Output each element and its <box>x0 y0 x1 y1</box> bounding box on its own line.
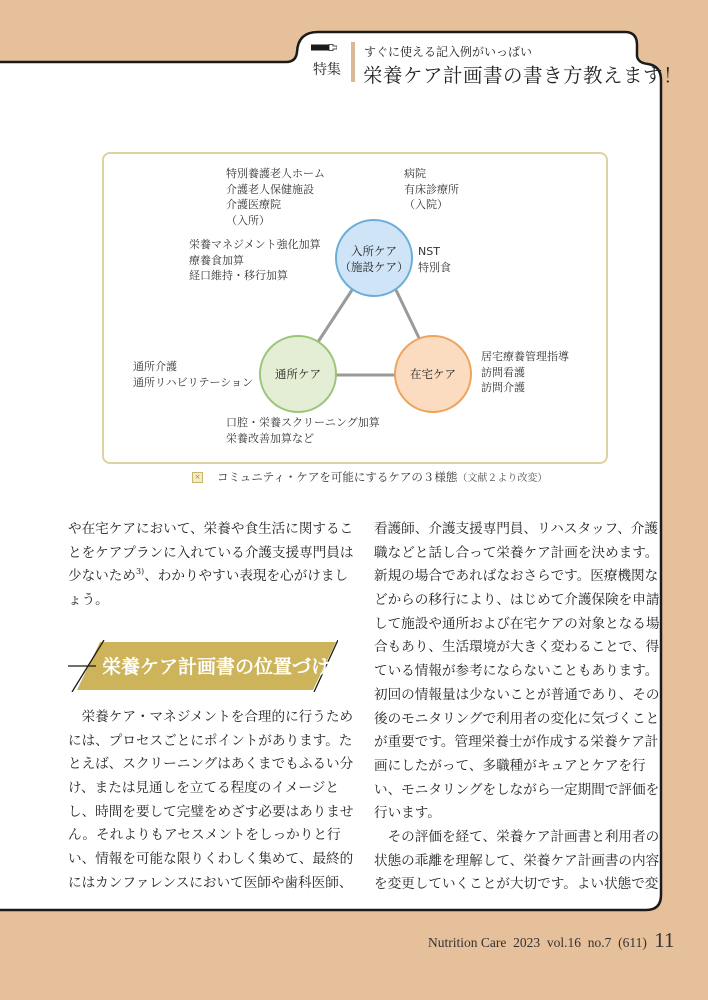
text-line: け、または見通しを立てる程度のイメージと <box>68 780 339 797</box>
body-right <box>374 518 659 897</box>
text-line: にはカンファレンスにおいて医師や歯科医師、 <box>68 874 353 891</box>
text-line: 行います。 <box>374 805 441 822</box>
text-line: その評価を経て、栄養ケア計画書と利用者の <box>374 828 660 845</box>
text-line: ている情報が参考にならないこともあります。 <box>374 663 659 680</box>
text-line: 状態の乖離を理解して、栄養ケア計画書の内容 <box>374 852 660 869</box>
text-line: して施設や通所および在宅ケアの対象となる場 <box>374 615 660 632</box>
label-line: 療養食加算 <box>189 253 244 267</box>
label-line: 介護老人保健施設 <box>226 182 314 196</box>
label-line: 通所介護 <box>133 360 177 373</box>
text-line: 初回の情報量は少ないことが普通であり、その <box>374 686 660 703</box>
day-services-list <box>133 359 253 390</box>
text-fragment: 、わかりやすい表現を心がけまし <box>144 568 349 585</box>
text-line: 職などと話し合って栄養ケア計画を決めます。 <box>374 544 659 561</box>
facilities-list <box>226 166 325 228</box>
label-line: 経口維持・移行加算 <box>189 269 288 282</box>
node-nyusho-line: （施設ケア） <box>339 260 409 274</box>
body-left-bottom <box>68 706 353 896</box>
journal-year: 2023 <box>513 935 541 950</box>
connector-line <box>316 290 352 345</box>
text-line: 栄養ケア・マネジメントを合理的に行うため <box>68 709 354 725</box>
text-line: 後のモニタリングで利用者の変化に気づくこと <box>374 710 660 727</box>
page-footer <box>428 928 674 953</box>
text-line: どからの移行により、はじめて介護保険を申請 <box>374 592 660 609</box>
figure-marker-icon: × <box>192 472 203 483</box>
node-nyusho-line: 入所ケア <box>351 244 397 258</box>
text-line: 合もあり、生活環境が大きく変わることで、得 <box>374 639 660 656</box>
label-line: 居宅療養管理指導 <box>481 350 569 363</box>
text-line: 新規の場合であればなおさらです。医療機関な <box>374 568 659 585</box>
label-line: 訪問看護 <box>481 365 525 379</box>
header-title: 栄養ケア計画書の書き方教えます！ <box>363 64 684 87</box>
day-addons-list <box>226 415 380 446</box>
caption-text: コミュニティ・ケアを可能にするケアの３様態 <box>217 470 458 484</box>
text-line <box>68 565 353 589</box>
text-line: とえば、スクリーニングはあくまでもふるい分 <box>68 756 354 773</box>
label-line: 病院 <box>404 167 426 180</box>
header-subtitle: すぐに使える記入例がいっぱい <box>364 45 533 59</box>
label-line: NST <box>418 245 440 258</box>
text-line: 画にしたがって、多職種がキュアとケアを行 <box>374 757 646 774</box>
node-nyusho-label <box>334 243 414 275</box>
journal-volume: vol.16 <box>546 935 581 950</box>
text-line: を変更していくことが大切です。よい状態で変 <box>374 876 659 893</box>
text-line: 看護師、介護支援専門員、リハスタッフ、介護 <box>374 521 658 537</box>
label-line: 口腔・栄養スクリーニング加算 <box>226 416 380 429</box>
text-line: ょう。 <box>68 592 109 609</box>
text-line: い、モニタリングをしながら一定期間で評価を <box>374 781 660 798</box>
facility-addons-list <box>189 237 321 284</box>
label-line: 特別養護老人ホーム <box>226 167 325 180</box>
section-heading: 栄養ケア計画書の位置づけ <box>102 656 331 678</box>
text-line: には、プロセスごとにポイントがあります。た <box>68 732 353 749</box>
reference-mark: 3) <box>135 567 145 577</box>
label-line: 特別食 <box>418 260 451 274</box>
label-line: （入院） <box>404 198 448 211</box>
label-line: 栄養改善加算など <box>226 431 314 445</box>
caption-note: （文献２より改変） <box>457 473 548 484</box>
feature-label: 特集 <box>313 62 341 78</box>
home-services-list <box>481 349 569 396</box>
journal-name: Nutrition Care <box>428 935 507 950</box>
hospital-items-list <box>418 244 451 275</box>
label-line: 栄養マネジメント強化加算 <box>189 238 321 251</box>
journal-number: no.7 <box>587 935 612 950</box>
text-fragment: 少ないため <box>68 568 136 585</box>
label-line: （入所） <box>226 213 270 227</box>
text-line: ん。それよりもアセスメントをしっかりと行 <box>68 827 341 844</box>
label-line: 訪問介護 <box>481 381 525 394</box>
hospitals-list <box>404 166 459 213</box>
figure-caption <box>192 469 547 485</box>
node-tsusho-label: 通所ケア <box>275 367 321 381</box>
text-line: や在宅ケアにおいて、栄養や食生活に関するこ <box>68 521 354 537</box>
total-page: (611) <box>618 935 647 950</box>
text-line: とをケアプランに入れている介護支援専門員は <box>68 544 354 561</box>
label-line: 有床診療所 <box>404 182 459 196</box>
text-line: が重要です。管理栄養士が作成する栄養ケア計 <box>374 734 659 751</box>
label-line: 通所リハビリテーション <box>133 375 254 389</box>
node-zaitaku-label: 在宅ケア <box>410 367 456 381</box>
body-left-top <box>68 518 353 613</box>
page-number: 11 <box>654 928 675 952</box>
label-line: 介護医療院 <box>226 198 281 211</box>
text-line: し、時間を要して完璧をめざす必要はありませ <box>68 803 354 820</box>
connector-line <box>396 290 420 340</box>
text-line: い、情報を可能な限りくわしく集めて、最終的 <box>68 851 354 868</box>
